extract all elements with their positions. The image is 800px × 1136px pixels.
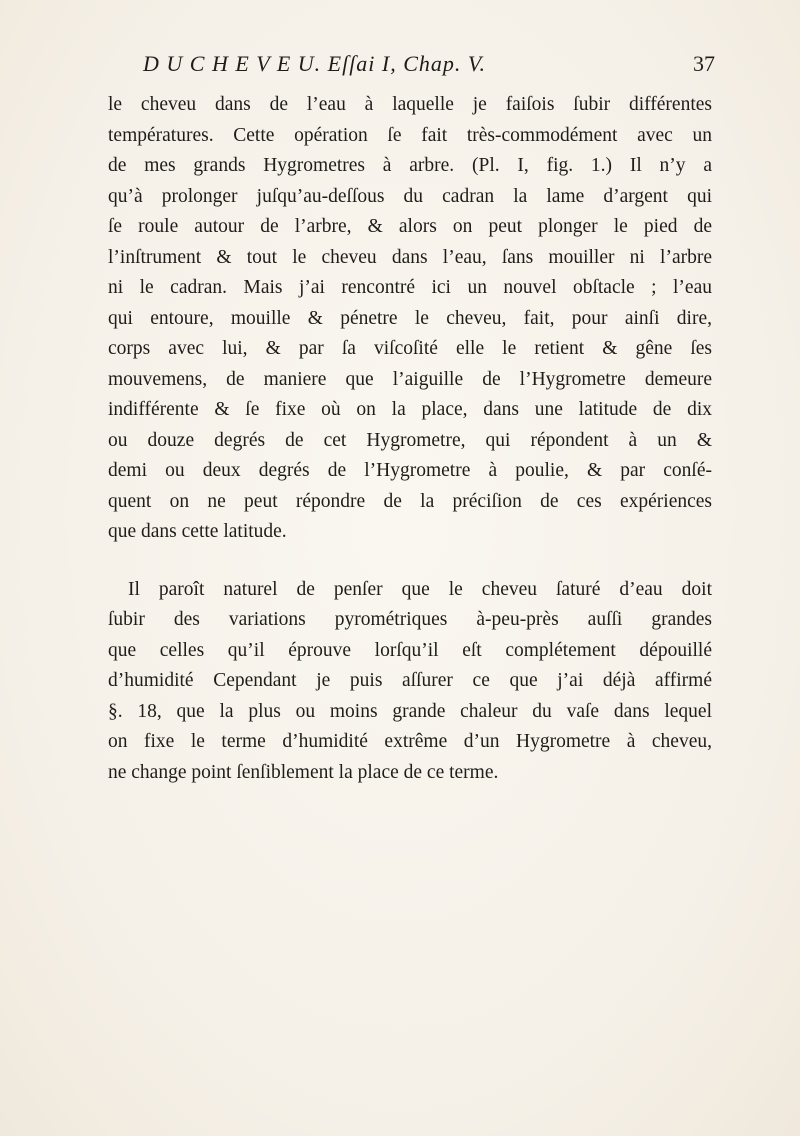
text-line: on fixe le terme d’humidité extrême d’un Hygrometre à cheveu, — [108, 731, 712, 752]
text-line: ſe roule autour de l’arbre, & alors on peut plonger le pied de — [108, 216, 712, 237]
text-line: ſubir des variations pyrométriques à-peu-près auſſi grandes — [108, 609, 712, 630]
text-line: températures. Cette opération ſe fait très-commodément avec un — [108, 124, 712, 146]
paragraph-2 — [108, 575, 712, 789]
text-line: que celles qu’il éprouve lorſqu’il eſt complétement dépouillé — [108, 639, 712, 661]
text-line: quent on ne peut répondre de la préciſion de ces expériences — [108, 490, 712, 512]
body-text — [108, 90, 712, 788]
text-line: mouvemens, de maniere que l’aiguille de l’Hygrometre demeure — [108, 368, 712, 390]
text-line: de mes grands Hygrometres à arbre. (Pl. I, fig. 1.) Il n’y a — [108, 155, 712, 176]
text-line: ne change point ſenſiblement la place de ce terme. — [108, 761, 499, 783]
text-line: qu’à prolonger juſqu’au-deſſous du cadran la lame d’argent qui — [108, 185, 712, 207]
text-line: corps avec lui, & par ſa viſcoſité elle le retient & gêne ſes — [108, 338, 712, 359]
text-line: Il paroît naturel de penſer que le cheveu ſaturé d’eau doit — [128, 578, 712, 600]
text-line: ni le cadran. Mais j’ai rencontré ici un nouvel obſtacle ; l’eau — [108, 277, 712, 298]
paragraph-spacer — [108, 548, 712, 575]
text-line: d’humidité Cependant je puis aſſurer ce que j’ai déjà affirmé — [108, 670, 712, 691]
running-head — [125, 44, 715, 84]
paragraph-1 — [108, 90, 712, 548]
text-line: que dans cette latitude. — [108, 521, 287, 542]
text-line: qui entoure, mouille & pénetre le cheveu, fait, pour ainſi dire, — [108, 307, 712, 329]
text-line: demi ou deux degrés de l’Hygrometre à poulie, & par conſé- — [108, 460, 712, 481]
text-line: §. 18, que la plus ou moins grande chaleur du vaſe dans lequel — [108, 700, 712, 722]
text-line: indifférente & ſe fixe où on la place, dans une latitude de dix — [108, 399, 712, 420]
text-line: ou douze degrés de cet Hygrometre, qui répondent à un & — [108, 429, 712, 451]
text-line: l’inſtrument & tout le cheveu dans l’eau, ſans mouiller ni l’arbre — [108, 246, 712, 268]
running-title: D U C H E V E U. Eſſai I, Chap. V. — [143, 51, 487, 76]
text-line: le cheveu dans de l’eau à laquelle je faiſois ſubir différentes — [108, 94, 712, 115]
page-number: 37 — [693, 51, 715, 76]
